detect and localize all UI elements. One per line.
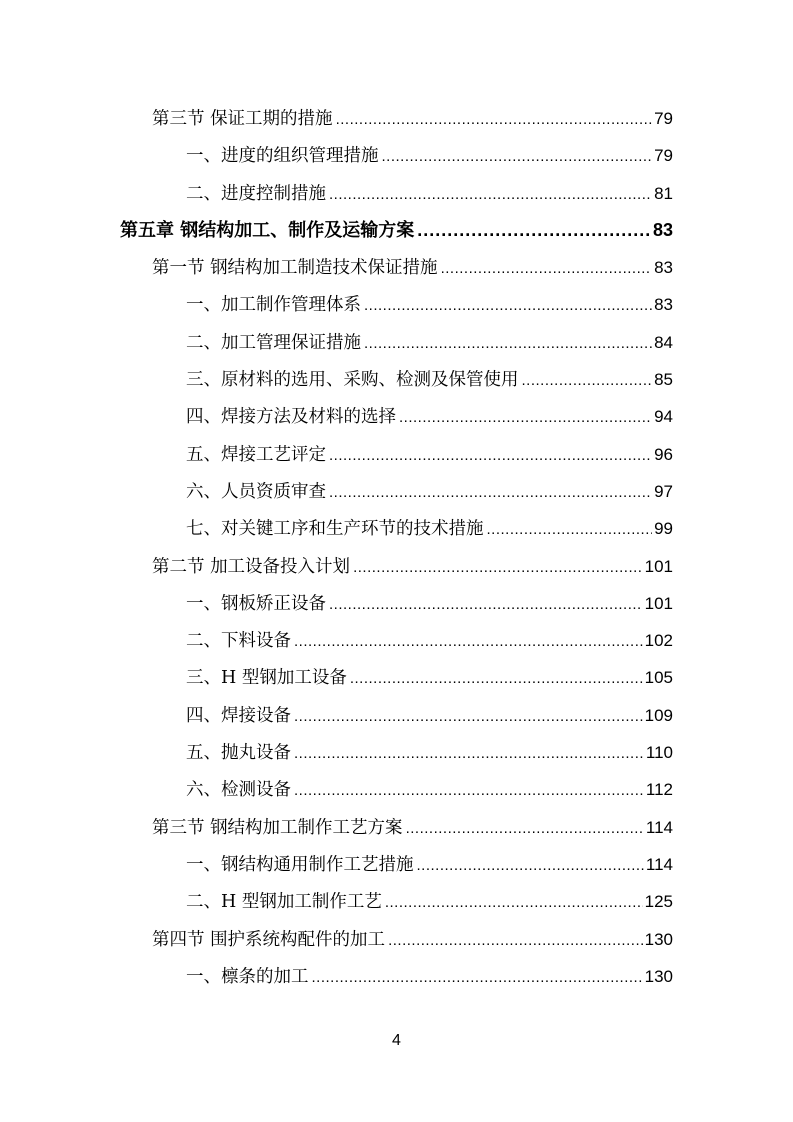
toc-subsection-entry[interactable] [0,734,793,771]
toc-entry-page: 79 [654,146,673,166]
toc-subsection-entry[interactable] [0,286,793,323]
toc-section-entry[interactable] [0,249,793,286]
toc-leader-dots [364,325,652,362]
toc-leader-dots [350,660,643,697]
toc-entry-page: 83 [652,219,673,240]
toc-entry-page: 99 [654,519,673,539]
toc-entry-page: 101 [644,593,673,613]
toc-entry-title: 三、H 型钢加工设备 [186,668,347,689]
toc-entry-title: 第四节 围护系统构配件的加工 [152,929,386,950]
toc-leader-dots [487,511,653,548]
toc-entry-page: 79 [654,109,673,128]
toc-entry-page: 130 [644,929,673,949]
toc-subsection-entry[interactable] [0,398,793,435]
toc-subsection-entry[interactable] [0,436,793,473]
toc-leader-dots [294,698,643,735]
toc-entry-page: 84 [654,332,673,352]
toc-section-entry[interactable] [0,548,793,585]
toc-entry-title: 六、人员资质审查 [186,481,326,502]
toc-leader-dots [385,884,643,921]
toc-leader-dots [329,437,652,474]
table-of-contents [0,100,793,995]
toc-subsection-entry[interactable] [0,622,793,659]
toc-entry-title: 六、检测设备 [186,780,291,801]
toc-leader-dots [312,959,643,996]
page-number: 4 [392,1032,401,1049]
toc-leader-dots [382,138,653,175]
toc-leader-dots [522,362,653,399]
toc-leader-dots [353,549,643,586]
toc-section-entry[interactable] [0,100,793,137]
toc-entry-title: 五、焊接工艺评定 [186,444,326,465]
toc-subsection-entry[interactable] [0,175,793,212]
toc-entry-title: 四、焊接方法及材料的选择 [186,407,396,428]
toc-subsection-entry[interactable] [0,510,793,547]
toc-leader-dots [329,586,643,623]
toc-entry-title: 四、焊接设备 [186,705,291,726]
toc-entry-page: 114 [645,817,673,837]
toc-subsection-entry[interactable] [0,958,793,995]
toc-entry-page: 83 [654,258,673,278]
toc-leader-dots [441,250,653,287]
toc-entry-page: 101 [644,556,673,576]
toc-subsection-entry[interactable] [0,659,793,696]
toc-leader-dots [329,474,652,511]
toc-subsection-entry[interactable] [0,697,793,734]
toc-entry-page: 85 [654,370,673,390]
toc-subsection-entry[interactable] [0,585,793,622]
toc-entry-page: 105 [644,668,673,688]
toc-entry-page: 81 [654,183,673,203]
toc-entry-title: 一、进度的组织管理措施 [186,146,379,167]
toc-leader-dots [388,922,643,959]
toc-leader-dots [417,212,651,249]
toc-entry-title: 一、钢结构通用制作工艺措施 [186,854,414,875]
toc-entry-title: 二、H 型钢加工制作工艺 [186,892,382,913]
toc-entry-page: 114 [645,854,673,874]
toc-entry-title: 一、檩条的加工 [186,966,309,987]
toc-leader-dots [294,623,643,660]
toc-section-entry[interactable] [0,921,793,958]
toc-leader-dots [294,772,644,809]
toc-entry-page: 96 [654,444,673,464]
toc-entry-page: 97 [654,481,673,501]
toc-entry-title: 第三节 钢结构加工制作工艺方案 [152,817,403,838]
toc-entry-page: 130 [644,966,673,986]
toc-entry-page: 125 [644,892,673,912]
toc-entry-page: 110 [645,743,673,763]
toc-entry-title: 第三节 保证工期的措施 [152,109,333,129]
toc-leader-dots [417,847,644,884]
toc-subsection-entry[interactable] [0,361,793,398]
toc-leader-dots [399,399,652,436]
toc-entry-title: 三、原材料的选用、采购、检测及保管使用 [186,370,519,391]
toc-entry-title: 二、下料设备 [186,631,291,652]
toc-entry-title: 二、进度控制措施 [186,183,326,204]
toc-entry-title: 第五章 钢结构加工、制作及运输方案 [120,219,415,241]
toc-leader-dots [294,735,644,772]
toc-subsection-entry[interactable] [0,473,793,510]
toc-entry-page: 112 [645,780,673,800]
toc-entry-page: 102 [644,631,673,651]
toc-entry-page: 109 [644,705,673,725]
toc-section-entry[interactable] [0,809,793,846]
toc-subsection-entry[interactable] [0,846,793,883]
toc-chapter-entry[interactable] [0,212,793,249]
toc-entry-title: 第一节 钢结构加工制造技术保证措施 [152,258,438,279]
toc-subsection-entry[interactable] [0,771,793,808]
toc-entry-page: 83 [654,295,673,315]
toc-entry-title: 二、加工管理保证措施 [186,332,361,353]
toc-entry-title: 五、抛丸设备 [186,743,291,764]
toc-subsection-entry[interactable] [0,883,793,920]
toc-leader-dots [364,287,652,324]
toc-entry-title: 一、加工制作管理体系 [186,295,361,316]
toc-entry-title: 第二节 加工设备投入计划 [152,556,351,577]
toc-subsection-entry[interactable] [0,137,793,174]
toc-entry-title: 七、对关键工序和生产环节的技术措施 [186,519,484,540]
toc-leader-dots [406,810,644,847]
toc-subsection-entry[interactable] [0,324,793,361]
toc-leader-dots [336,101,653,138]
toc-entry-page: 94 [654,407,673,427]
toc-leader-dots [329,176,652,213]
toc-entry-title: 一、钢板矫正设备 [186,593,326,614]
